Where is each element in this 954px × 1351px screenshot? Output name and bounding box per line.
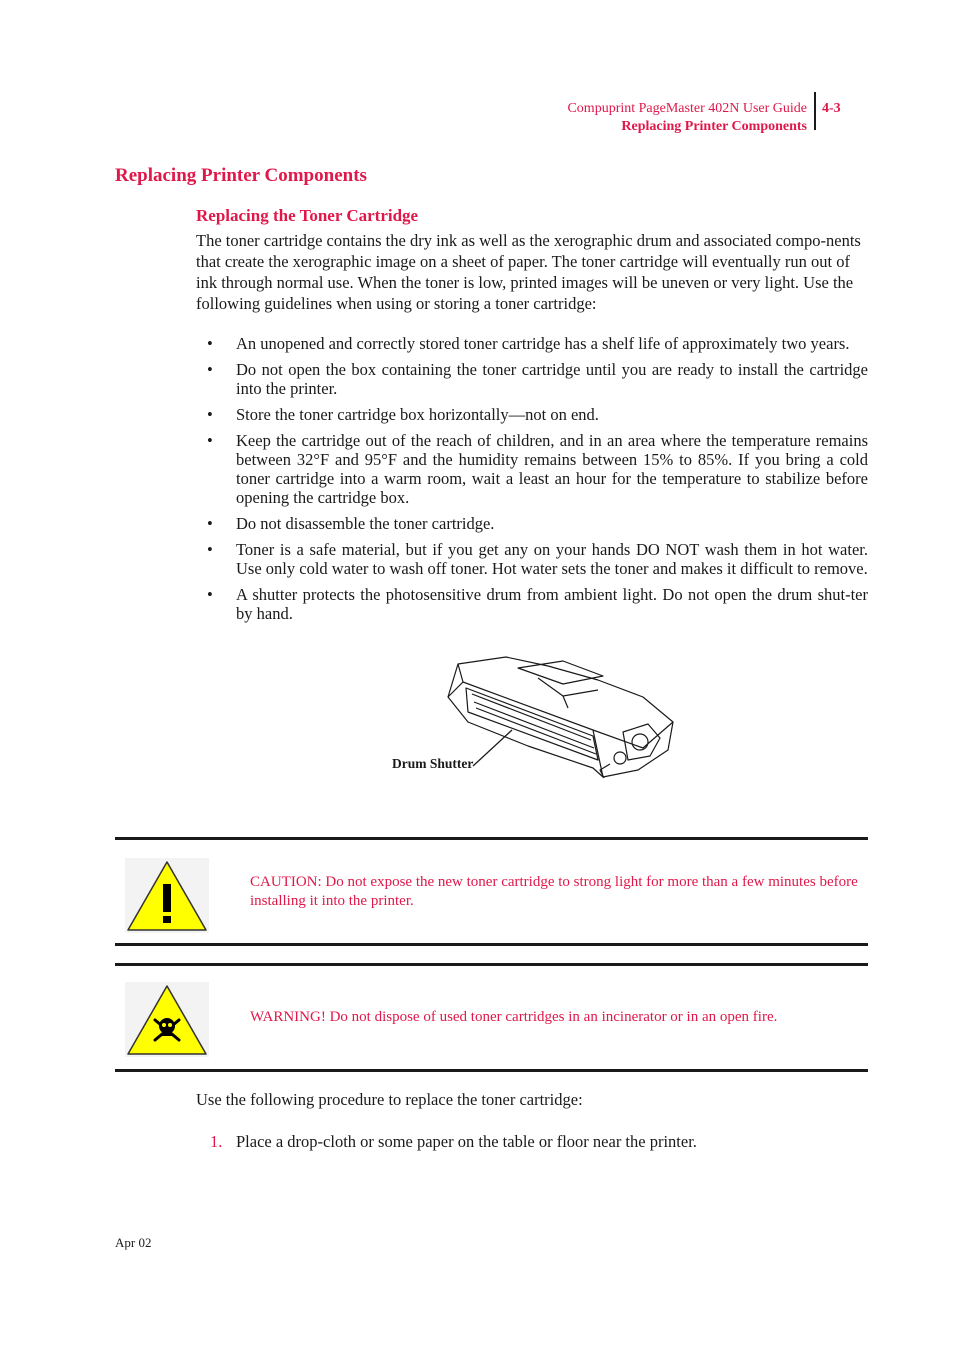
caution-top-rule [115, 837, 868, 840]
intro-paragraph: The toner cartridge contains the dry ink as well as the xerographic drum and associated compo-nents that create the xerographic image on a sheet of paper. The toner cartridge will eventually run out of ink through normal use. When the toner is low, printed images will be uneven or very light. Use the following guidelines when using or storing a toner cartridge: [196, 231, 861, 313]
bullet-glyph: • [207, 540, 213, 559]
list-item-text: Toner is a safe material, but if you get any on your hands DO NOT wash them in hot water. Use only cold water to wash off toner. Hot water sets the toner and makes it difficult to remove. [236, 540, 868, 578]
list-item-text: Do not open the box containing the toner cartridge until you are ready to install the cartridge into the printer. [236, 360, 868, 398]
step-text: Place a drop-cloth or some paper on the table or floor near the printer. [236, 1132, 697, 1151]
list-item [196, 585, 868, 623]
step-number: 1. [210, 1132, 223, 1151]
list-item [196, 540, 868, 578]
bullet-glyph: • [207, 431, 213, 450]
bullet-glyph: • [207, 514, 213, 533]
bullet-glyph: • [207, 334, 213, 353]
bullet-glyph: • [207, 405, 213, 424]
list-item-text: Do not disassemble the toner cartridge. [236, 514, 495, 533]
list-item-text: A shutter protects the photosensitive drum from ambient light. Do not open the drum shut-ter by hand. [236, 585, 868, 623]
header-divider [814, 92, 816, 130]
footer-date: Apr 02 [115, 1235, 152, 1250]
list-item [196, 360, 868, 398]
running-header-guide-title: Compuprint PageMaster 402N User Guide [567, 101, 807, 116]
caution-bottom-rule [115, 943, 868, 946]
skull-crossbones-warning-icon [125, 982, 209, 1057]
procedure-intro: Use the following procedure to replace the toner cartridge: [196, 1090, 583, 1109]
section-heading: Replacing Printer Components [115, 165, 367, 186]
list-item-text: An unopened and correctly stored toner cartridge has a shelf life of approximately two years. [236, 334, 850, 353]
list-item [196, 334, 868, 353]
list-item-text: Keep the cartridge out of the reach of children, and in an area where the temperature remains between 32°F and 95°F and the humidity remains between 15% to 85%. If you bring a cold toner cartridge into a warm room, wait a least an hour for the temperature to stabilize before opening the cartridge box. [236, 431, 868, 507]
running-header-section-title: Replacing Printer Components [621, 119, 807, 134]
list-item [196, 514, 868, 533]
warning-bottom-rule [115, 1069, 868, 1072]
page-number: 4-3 [822, 101, 841, 116]
subsection-heading: Replacing the Toner Cartridge [196, 206, 419, 225]
caution-text: CAUTION: Do not expose the new toner cartridge to strong light for more than a few minutes before installing it into the printer. [250, 874, 858, 909]
list-item [196, 405, 868, 424]
guidelines-list [196, 334, 868, 630]
warning-text: WARNING! Do not dispose of used toner cartridges in an incinerator or in an open fire. [250, 1009, 778, 1025]
list-item-text: Store the toner cartridge box horizontally—not on end. [236, 405, 599, 424]
bullet-glyph: • [207, 585, 213, 604]
figure-callout-label: Drum Shutter [392, 756, 474, 771]
list-item [196, 431, 868, 507]
warning-top-rule [115, 963, 868, 966]
bullet-glyph: • [207, 360, 213, 379]
caution-exclamation-icon [125, 858, 209, 933]
